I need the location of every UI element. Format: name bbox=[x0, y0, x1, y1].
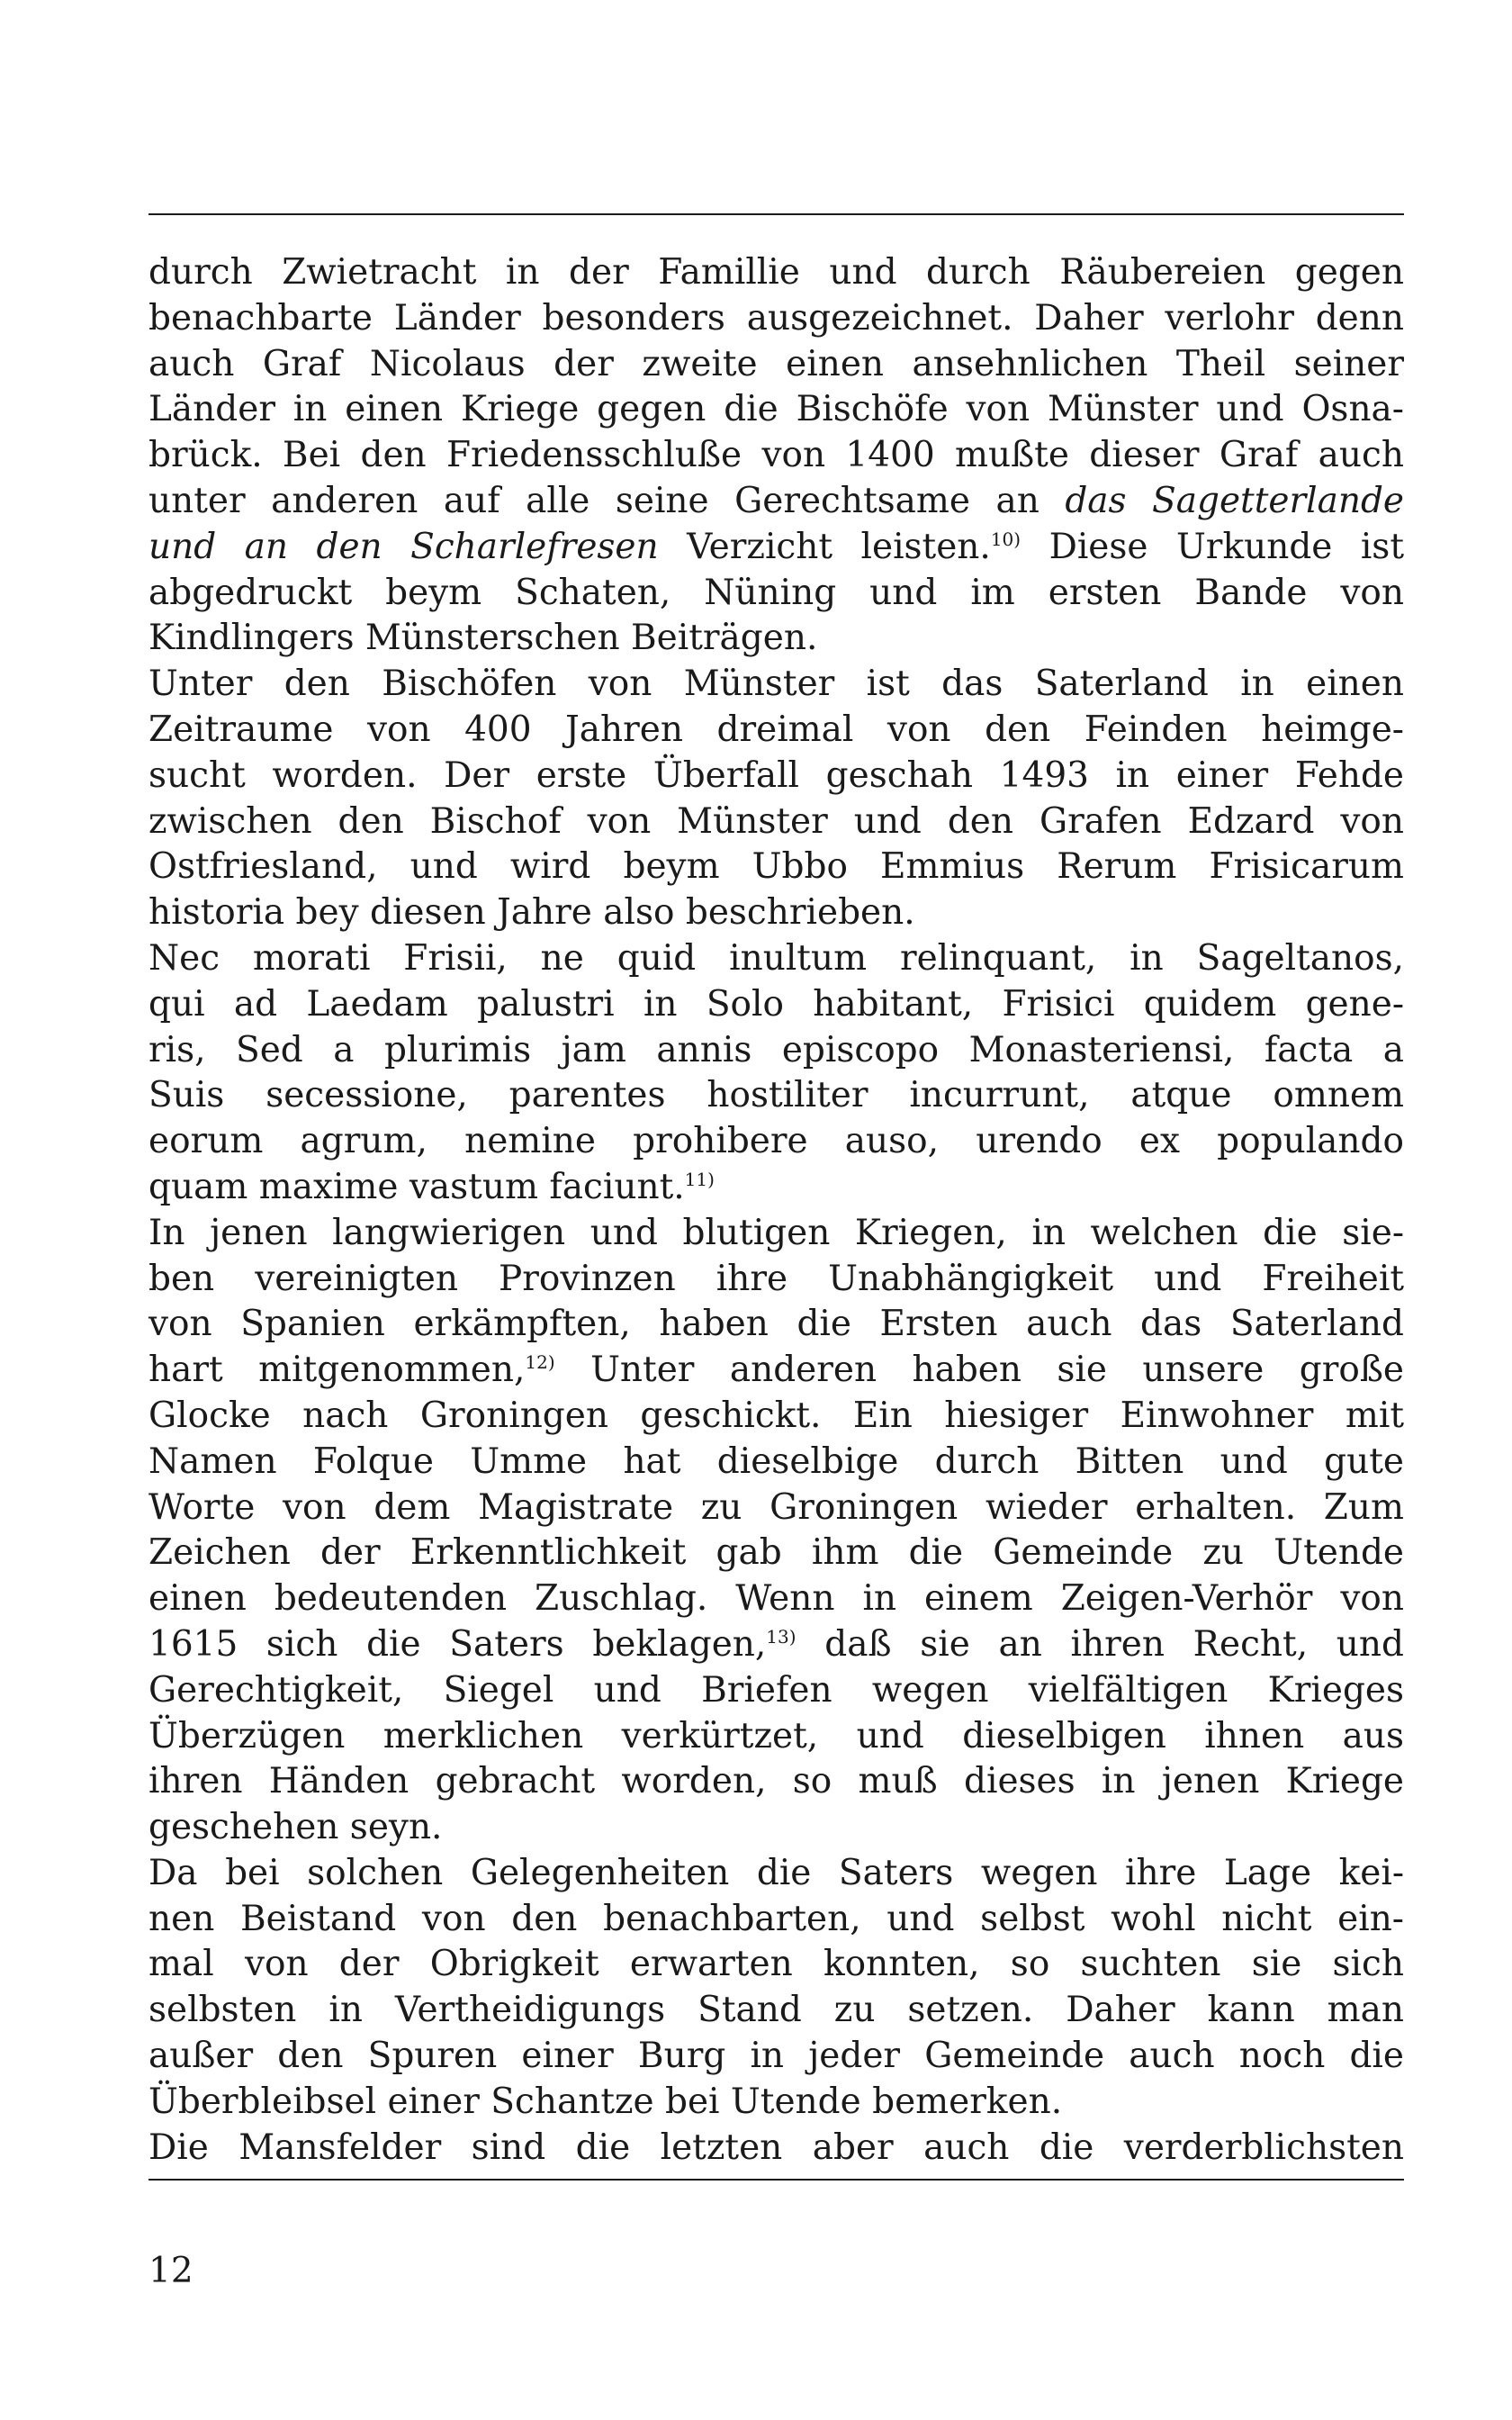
text-line-17: qui ad Laedam palustri in Solo habitant, Frisici quidem gene- bbox=[148, 983, 1404, 1025]
text-line-22: In jenen langwierigen und blutigen Kriegen, in welchen die sie- bbox=[148, 1212, 1404, 1253]
text-line-20: eorum agrum, nemine prohibere auso, urendo ex populando bbox=[148, 1121, 1404, 1162]
text-line-40: außer den Spuren einer Burg in jeder Gemeinde auch noch die bbox=[148, 2036, 1404, 2077]
text-line-18: ris, Sed a plurimis jam annis episcopo Monasteriensi, facta a bbox=[148, 1029, 1404, 1070]
text-line-36: Da bei solchen Gelegenheiten die Saters wegen ihre Lage kei- bbox=[148, 1852, 1404, 1893]
text-line-41: Überbleibsel einer Schantze bei Utende bemerken. bbox=[148, 2081, 1063, 2122]
text-line-31-roman: 1615 sich die Saters beklagen, bbox=[148, 1623, 767, 1665]
text-line-39: selbsten in Vertheidigungs Stand zu setzen. Daher kann man bbox=[148, 1990, 1404, 2031]
text-line-24: von Spanien erkämpften, haben die Ersten auch das Saterland bbox=[148, 1304, 1404, 1345]
text-line-7 bbox=[148, 525, 1404, 571]
footnote-ref-10: 10) bbox=[990, 528, 1022, 550]
text-line-15: historia bey diesen Jahre also beschrieben. bbox=[148, 892, 915, 934]
text-line-29: Zeichen der Erkenntlichkeit gab ihm die Gemeinde zu Utende bbox=[148, 1532, 1404, 1574]
text-line-34: ihren Händen gebracht worden, so muß dieses in jenen Kriege bbox=[148, 1761, 1404, 1802]
text-line-26: Glocke nach Groningen geschickt. Ein hiesiger Einwohner mit bbox=[148, 1395, 1404, 1436]
text-line-11: Zeitraume von 400 Jahren dreimal von den Feinden heimge- bbox=[148, 709, 1404, 750]
text-line-6-roman: unter anderen auf alle seine Gerechtsame an bbox=[148, 480, 1040, 521]
footnote-ref-13: 13) bbox=[766, 1625, 796, 1648]
top-rule bbox=[148, 213, 1404, 215]
text-line-12: sucht worden. Der erste Überfall geschah 1493 in einer Fehde bbox=[148, 754, 1404, 796]
text-line-13: zwischen den Bischof von Münster und den Grafen Edzard von bbox=[148, 800, 1404, 842]
text-line-14: Ostfriesland, und wird beym Ubbo Emmius Rerum Frisicarum bbox=[148, 846, 1404, 888]
text-line-3: auch Graf Nicolaus der zweite einen ansehnlichen Theil seiner bbox=[148, 343, 1404, 384]
italic-place-name-2: und an den Scharlefresen bbox=[148, 526, 659, 567]
text-line-9: Kindlingers Münsterschen Beiträgen. bbox=[148, 618, 818, 659]
text-line-19: Suis secessione, parentes hostiliter incurrunt, atque omnem bbox=[148, 1075, 1404, 1116]
text-line-5: brück. Bei den Friedensschluße von 1400 mußte dieser Graf auch bbox=[148, 435, 1404, 476]
text-line-7-tail: Diese Urkunde ist bbox=[1048, 526, 1404, 567]
italic-place-name-1: das Sagetterlande bbox=[1065, 480, 1404, 521]
text-line-6 bbox=[148, 479, 1404, 525]
text-line-27: Namen Folque Umme hat dieselbige durch Bitten und gute bbox=[148, 1440, 1404, 1482]
footnote-ref-11: 11) bbox=[684, 1168, 715, 1190]
text-line-31-tail: daß sie an ihren Recht, und bbox=[824, 1623, 1404, 1665]
page-number: 12 bbox=[148, 2251, 194, 2291]
text-line-4: Länder in einen Kriege gegen die Bischöfe von Münster und Osna- bbox=[148, 389, 1404, 430]
text-line-25-tail: Unter anderen haben sie unsere große bbox=[590, 1350, 1404, 1391]
text-line-7-roman: Verzicht leisten. bbox=[687, 526, 991, 567]
text-line-2: benachbarte Länder besonders ausgezeichnet. Daher verlohr denn bbox=[148, 297, 1404, 339]
text-line-38: mal von der Obrigkeit erwarten konnten, so suchten sie sich bbox=[148, 1944, 1404, 1985]
text-line-23: ben vereinigten Provinzen ihre Unabhängigkeit und Freiheit bbox=[148, 1258, 1404, 1299]
footnote-ref-12: 12) bbox=[525, 1351, 555, 1374]
text-line-28: Worte von dem Magistrate zu Groningen wieder erhalten. Zum bbox=[148, 1486, 1404, 1528]
text-line-42: Die Mansfelder sind die letzten aber auch die verderblichsten bbox=[148, 2127, 1404, 2168]
text-line-8: abgedruckt beym Schaten, Nüning und im ersten Bande von bbox=[148, 572, 1404, 613]
text-line-21-roman: quam maxime vastum faciunt. bbox=[148, 1166, 685, 1207]
text-line-16: Nec morati Frisii, ne quid inultum relinquant, in Sageltanos, bbox=[148, 937, 1404, 979]
text-line-10: Unter den Bischöfen von Münster ist das Saterland in einen bbox=[148, 664, 1404, 705]
text-line-21 bbox=[148, 1165, 1404, 1211]
text-line-33: Überzügen merklichen verkürtzet, und dieselbigen ihnen aus bbox=[148, 1715, 1404, 1756]
bottom-rule bbox=[148, 2179, 1404, 2181]
text-line-37: nen Beistand von den benachbarten, und selbst wohl nicht ein- bbox=[148, 1898, 1404, 1939]
text-line-1: durch Zwietracht in der Famillie und durch Räubereien gegen bbox=[148, 252, 1404, 293]
text-line-30: einen bedeutenden Zuschlag. Wenn in einem Zeigen-Verhör von bbox=[148, 1578, 1404, 1620]
text-line-35: geschehen seyn. bbox=[148, 1807, 443, 1848]
text-line-25-roman: hart mitgenommen, bbox=[148, 1350, 526, 1391]
text-line-25 bbox=[148, 1348, 1404, 1394]
text-line-31 bbox=[148, 1622, 1404, 1668]
body-text bbox=[148, 250, 1404, 2171]
text-line-32: Gerechtigkeit, Siegel und Briefen wegen vielfältigen Krieges bbox=[148, 1669, 1404, 1711]
